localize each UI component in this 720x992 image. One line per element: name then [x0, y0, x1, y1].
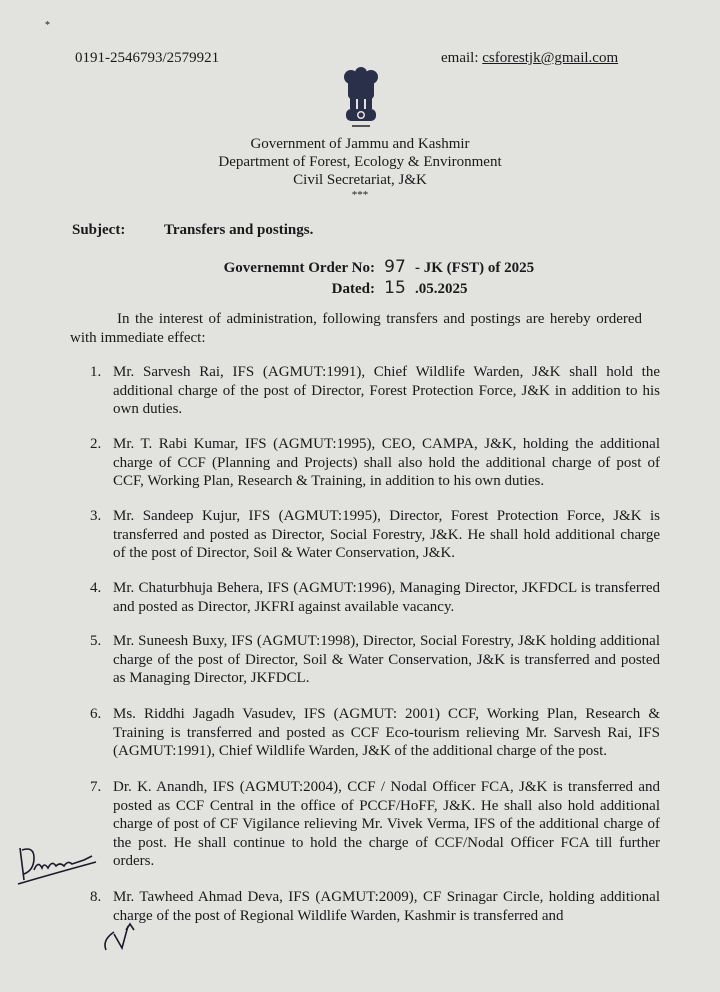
order-date-label: Dated:: [331, 281, 375, 297]
order-number-row: [217, 257, 534, 278]
item-number: 6.: [90, 706, 102, 722]
item-text: Mr. Sarvesh Rai, IFS (AGMUT:1991), Chief Wildlife Warden, J&K shall hold the additional charge of the post of Director, Forest Protection Force, J&K in addition to his own duties.: [113, 364, 660, 417]
government-name: Government of Jammu and Kashmir: [250, 136, 470, 152]
list-item: [90, 435, 660, 491]
handwritten-initials: [100, 918, 150, 963]
item-number: 1.: [90, 364, 102, 380]
subject-label: Subject:: [72, 222, 126, 238]
list-item: [90, 507, 660, 563]
item-number: 4.: [90, 580, 102, 596]
email-line: [441, 50, 618, 67]
separator: ***: [351, 189, 369, 201]
list-item: [90, 363, 660, 419]
order-date-suffix: .05.2025: [415, 281, 468, 297]
phone-number: 0191-2546793/2579921: [75, 50, 220, 66]
item-text: Dr. K. Anandh, IFS (AGMUT:2004), CCF / Nodal Officer FCA, J&K is transferred and posted as CCF Central in the office of PCCF/HoFF, J&K. He shall also hold additional charge of post of CF Vigilance relieving Mr. Vivek Verma, IFS of the additional charge of the post. He shall continue to hold the charge of CCF/Nodal Officer FCA till further orders.: [113, 779, 660, 869]
item-number: 3.: [90, 508, 102, 524]
list-item: [90, 888, 660, 925]
office-name: Civil Secretariat, J&K: [293, 172, 427, 188]
order-number-handwritten: 97: [384, 257, 406, 277]
item-text: Mr. T. Rabi Kumar, IFS (AGMUT:1995), CEO, CAMPA, J&K, holding the additional charge of CCF (Planning and Projects) shall also hold the additional charge of post of CCF, Working Plan, Research & Training, in addition to his own duties.: [113, 436, 660, 489]
order-day-handwritten: 15: [384, 278, 406, 298]
item-number: 7.: [90, 779, 102, 795]
order-date-row: [217, 278, 534, 299]
department-name: Department of Forest, Ecology & Environment: [218, 154, 502, 170]
item-number: 5.: [90, 633, 102, 649]
list-item: [90, 778, 660, 871]
order-block: [217, 257, 534, 299]
item-text: Mr. Tawheed Ahmad Deva, IFS (AGMUT:2009), CF Srinagar Circle, holding additional charge of the post of Regional Wildlife Warden, Kashmir is transferred and: [113, 889, 660, 924]
state-emblem-icon: [338, 63, 384, 133]
handwritten-signature: [12, 840, 102, 895]
list-item: [90, 705, 660, 761]
email-label: email:: [441, 50, 479, 66]
item-text: Ms. Riddhi Jagadh Vasudev, IFS (AGMUT: 2001) CCF, Working Plan, Research & Training is transferred and posted as CCF Eco-tourism relieving Mr. Sarvesh Rai, IFS (AGMUT:1991), Chief Wildlife Warden, J&K of the additional charge of the post.: [113, 706, 660, 759]
item-text: Mr. Chaturbhuja Behera, IFS (AGMUT:1996), Managing Director, JKFDCL is transferred and posted as Director, JKFRI against available vacancy.: [113, 580, 660, 615]
item-text: Mr. Sandeep Kujur, IFS (AGMUT:1995), Director, Forest Protection Force, J&K is transferred and posted as Director, Social Forestry, J&K. He shall hold additional charge of the post of Director, Soil & Water Conservation, J&K.: [113, 508, 660, 561]
item-text: Mr. Suneesh Buxy, IFS (AGMUT:1998), Director, Social Forestry, J&K holding additional charge of the post of Director, Soil & Water Conservation, J&K is transferred and posted as Managing Director, JKFDCL.: [113, 633, 660, 686]
list-item: [90, 579, 660, 616]
margin-mark: *: [45, 20, 50, 31]
intro-paragraph: In the interest of administration, following transfers and postings are hereby ordered with immediate effect:: [70, 311, 642, 346]
order-number-suffix: - JK (FST) of 2025: [415, 260, 535, 276]
email-address[interactable]: csforestjk@gmail.com: [482, 50, 619, 66]
subject-text: Transfers and postings.: [164, 222, 314, 238]
list-item: [90, 632, 660, 688]
letterhead-header: [0, 135, 720, 201]
subject-line: [72, 222, 313, 239]
order-number-label: Governemnt Order No:: [223, 260, 375, 276]
item-number: 8.: [90, 889, 102, 905]
item-number: 2.: [90, 436, 102, 452]
